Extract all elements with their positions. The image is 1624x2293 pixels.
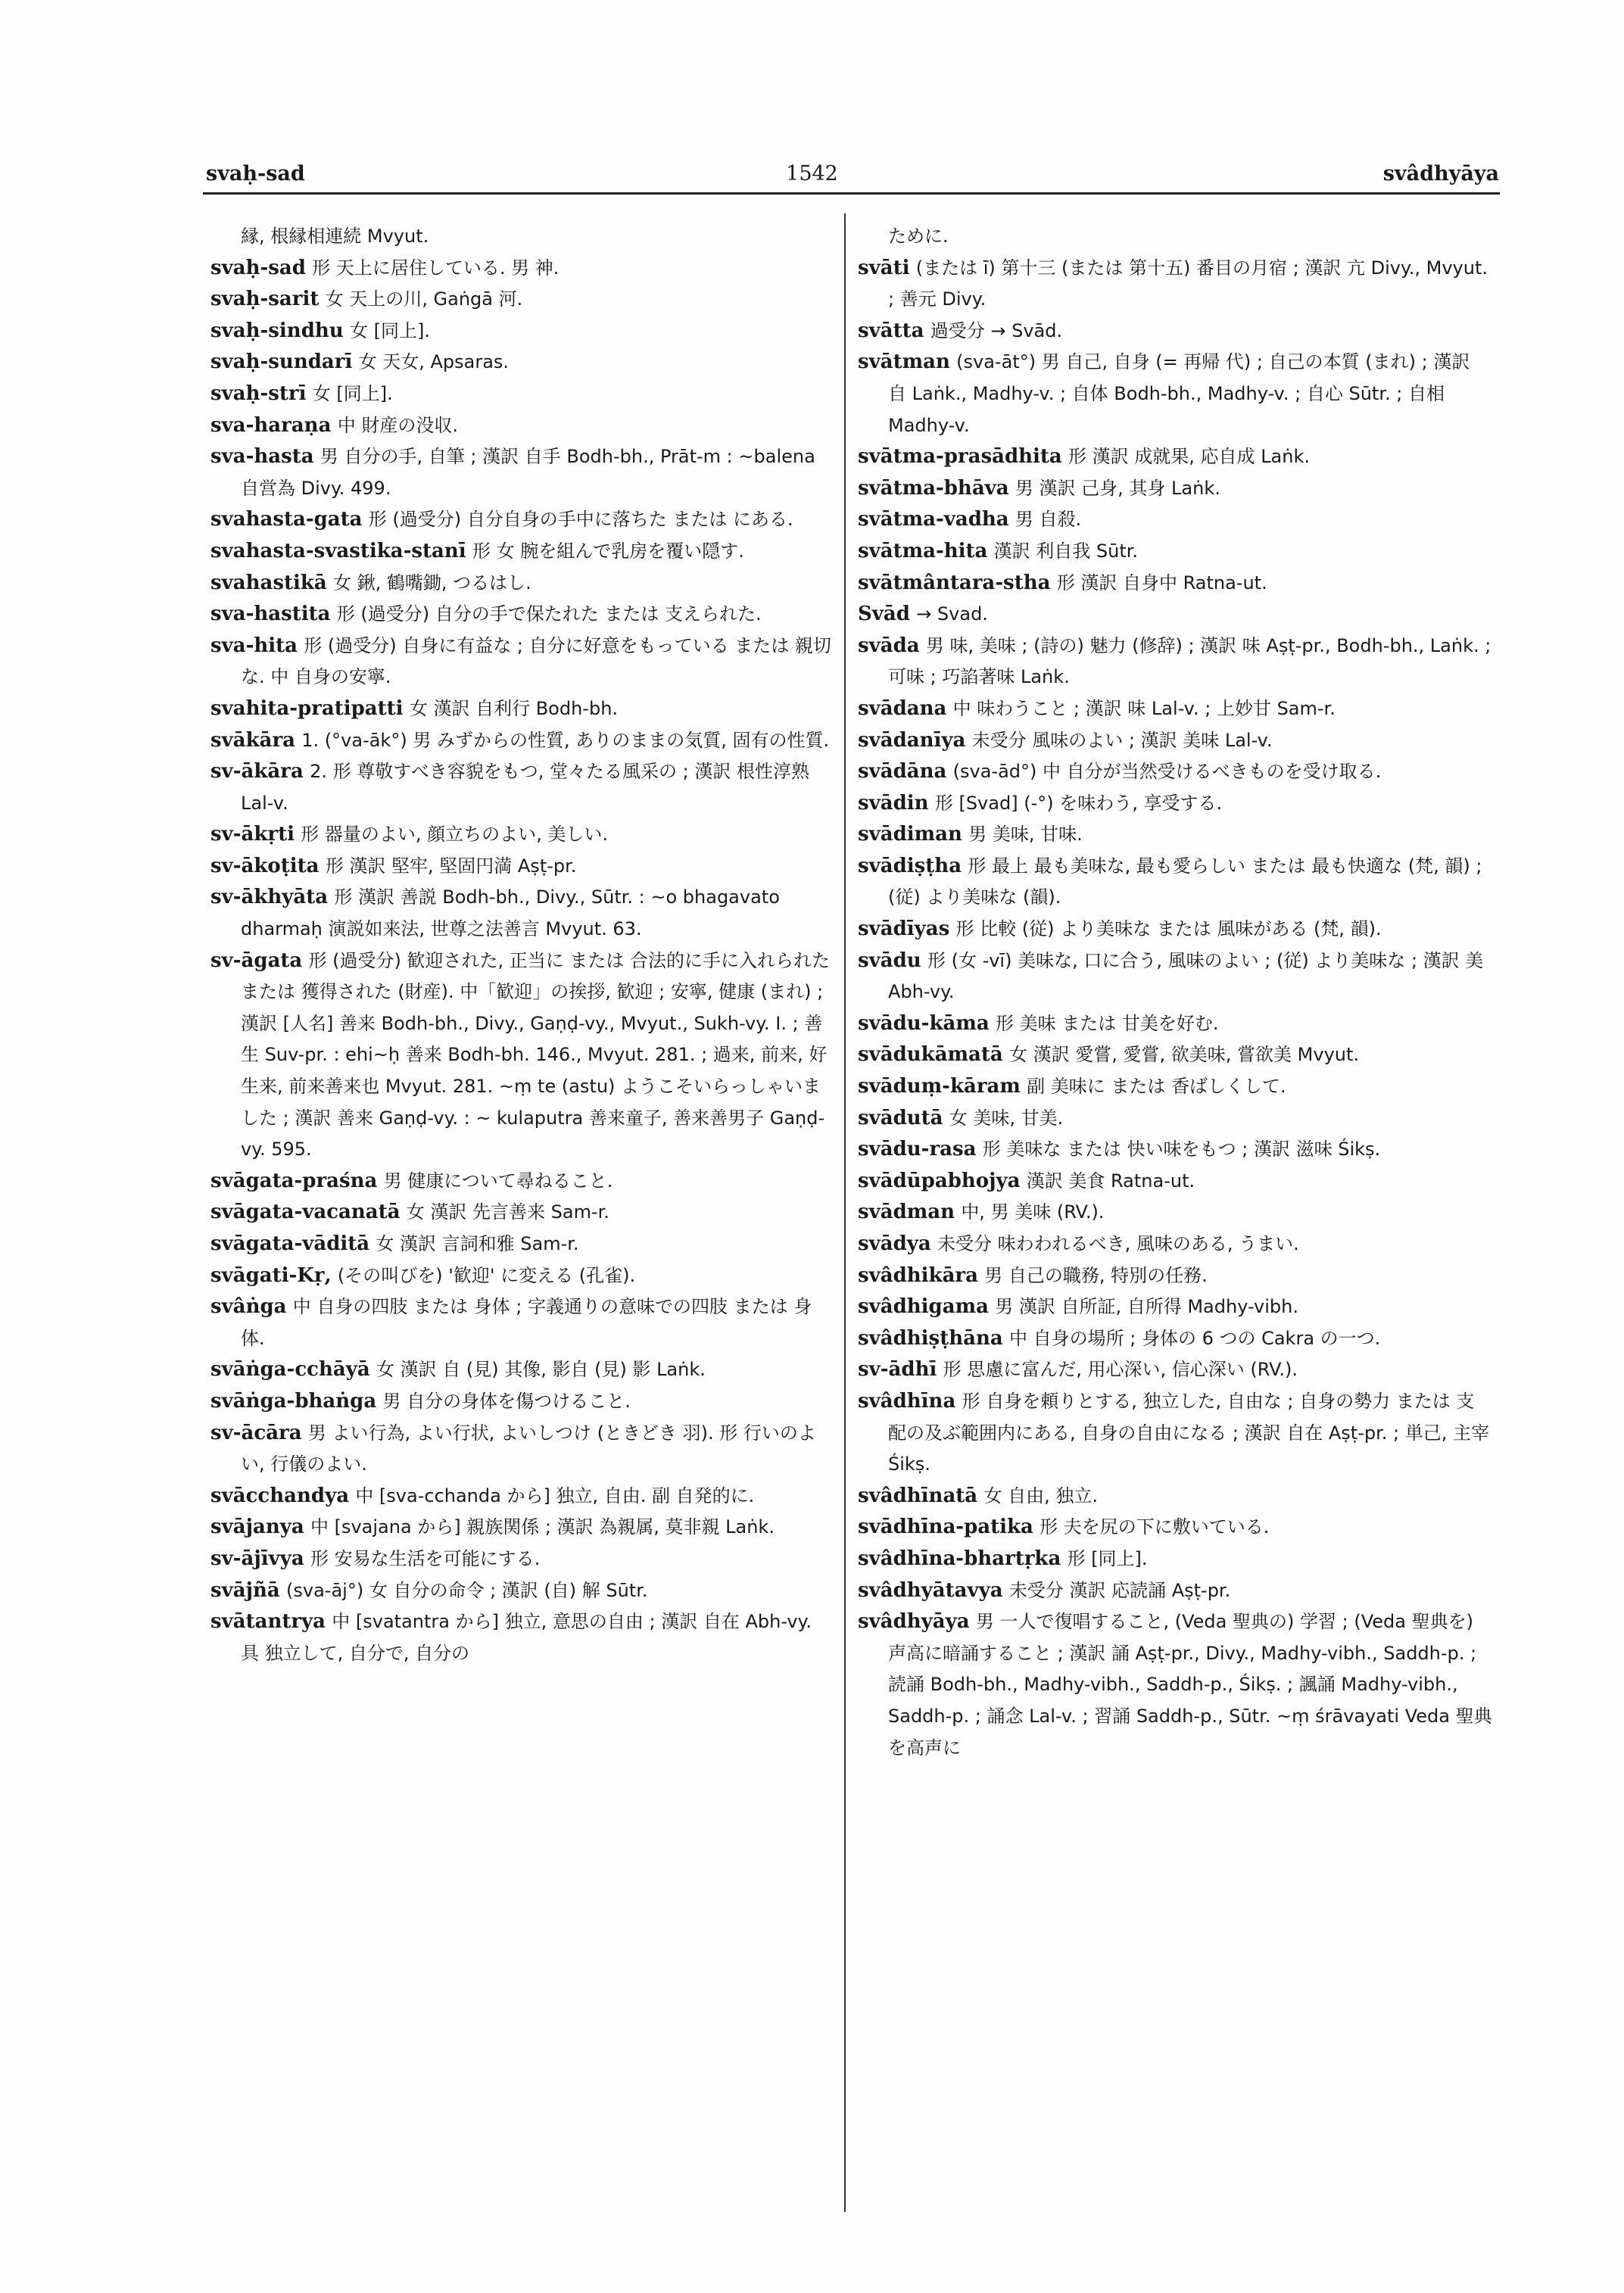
dictionary-entry bbox=[210, 851, 833, 883]
entry-headword: svādanīya bbox=[858, 728, 966, 752]
entry-headword: sv-ākṛti bbox=[210, 823, 295, 846]
entry-headword: svâṅga bbox=[210, 1295, 287, 1319]
entry-headword: svāgata-praśna bbox=[210, 1169, 378, 1192]
entry-definition: 中 財産の没収. bbox=[337, 414, 458, 436]
entry-definition: (sva-āt°) 男 自己, 自身 (= 再帰 代) ; 自己の本質 (まれ) ; 漢訳 自 Laṅk., Madhy-v. ; 自体 Bodh-bh., Madhy-v. ; 自心 Sūtr. ; 自相 Madhy-v. bbox=[888, 351, 1470, 436]
entry-headword: svâdhyātavya bbox=[858, 1578, 1003, 1602]
dictionary-entry bbox=[858, 1008, 1492, 1040]
entry-headword: sv-ākoṭita bbox=[210, 854, 320, 877]
entry-definition: 女 漢訳 言詞和雅 Sam-r. bbox=[376, 1233, 579, 1254]
entry-definition: 中, 男 美味 (RV.). bbox=[961, 1201, 1105, 1223]
dictionary-entry bbox=[210, 1481, 833, 1513]
page-number: 1542 bbox=[786, 162, 838, 185]
entry-definition: 男 自己の職務, 特別の任務. bbox=[984, 1264, 1208, 1286]
entry-definition: 形 (女 -vī) 美味な, 口に合う, 風味のよい ; (従) より美味な ; 漢訳 美 Abh-vy. bbox=[888, 949, 1484, 1003]
entry-headword: svâdhigama bbox=[858, 1295, 989, 1319]
dictionary-entry bbox=[858, 1386, 1492, 1481]
dictionary-entry bbox=[858, 1512, 1492, 1544]
entry-definition: 形 思慮に富んだ, 用心深い, 信心深い (RV.). bbox=[943, 1359, 1298, 1381]
dictionary-entry bbox=[210, 1418, 833, 1481]
dictionary-entry bbox=[858, 725, 1492, 757]
entry-headword: svādūpabhojya bbox=[858, 1169, 1021, 1192]
entry-definition: 形 (過受分) 自分の手で保たれた または 支えられた. bbox=[336, 603, 762, 625]
dictionary-entry bbox=[858, 599, 1492, 631]
entry-headword: sva-hita bbox=[210, 634, 298, 657]
entry-definition: (その叫びを) '歓迎' に変える (孔雀). bbox=[337, 1264, 636, 1286]
entry-definition: 形 女 腕を組んで乳房を覆い隠す. bbox=[472, 540, 744, 562]
dictionary-entry bbox=[210, 441, 833, 504]
entry-definition: 女 鍬, 鶴嘴鋤, つるはし. bbox=[333, 572, 531, 594]
dictionary-entry bbox=[858, 756, 1492, 788]
entry-headword: svāda bbox=[858, 634, 920, 657]
dictionary-entry bbox=[858, 1606, 1492, 1764]
entry-headword: sv-ākāra bbox=[210, 760, 304, 784]
dictionary-entry bbox=[210, 882, 833, 945]
dictionary-entry bbox=[858, 347, 1492, 441]
dictionary-entry bbox=[210, 379, 833, 410]
entry-headword: svâdhīna-bhartṛka bbox=[858, 1547, 1061, 1570]
entry-definition: ために. bbox=[888, 226, 949, 247]
entry-definition: 男 味, 美味 ; (詩の) 魅力 (修辞) ; 漢訳 味 Aṣṭ-pr., Bodh-bh., Laṅk. ; 可味 ; 巧諂著味 Laṅk. bbox=[888, 634, 1492, 688]
entry-definition: 中 [sva-cchanda から] 独立, 自由. 副 自発的に. bbox=[355, 1485, 755, 1506]
entry-definition: 形 美味な または 快い味をもつ ; 漢訳 滋味 Śikṣ. bbox=[982, 1139, 1381, 1161]
dictionary-entry bbox=[858, 504, 1492, 536]
dictionary-entry bbox=[858, 316, 1492, 347]
entry-headword: svājñā bbox=[210, 1578, 280, 1602]
dictionary-entry bbox=[858, 851, 1492, 914]
dictionary-entry bbox=[210, 347, 833, 379]
entry-definition: 男 自分の手, 自筆 ; 漢訳 自手 Bodh-bh., Prāt-m : ~balena 自営為 Divy. 499. bbox=[241, 446, 815, 499]
dictionary-entry bbox=[858, 221, 1492, 253]
entry-headword: svākāra bbox=[210, 728, 295, 752]
entry-headword: svādu-kāma bbox=[858, 1011, 990, 1035]
entry-definition: 形 美味 または 甘美を好む. bbox=[995, 1012, 1219, 1034]
dictionary-entry bbox=[858, 568, 1492, 600]
entry-headword: svādiṣṭha bbox=[858, 854, 962, 877]
dictionary-entry bbox=[210, 725, 833, 757]
dictionary-entry bbox=[210, 1166, 833, 1198]
entry-headword: svaḥ-sundarī bbox=[210, 350, 353, 374]
entry-headword: svādīyas bbox=[858, 918, 950, 941]
entry-headword: svāgata-vacanatā bbox=[210, 1201, 401, 1224]
dictionary-entry bbox=[858, 819, 1492, 851]
dictionary-entry bbox=[210, 1606, 833, 1669]
entry-definition: 男 健康について尋ねること. bbox=[383, 1170, 613, 1192]
dictionary-entry bbox=[858, 1103, 1492, 1135]
left-column bbox=[210, 221, 833, 1669]
entry-definition: 男 自分の身体を傷つけること. bbox=[382, 1390, 631, 1412]
dictionary-entry bbox=[210, 1197, 833, 1229]
entry-headword: sva-hastita bbox=[210, 603, 331, 626]
dictionary-entry bbox=[858, 1544, 1492, 1575]
entry-definition: 中 [svajana から] 親族関係 ; 漢訳 為親属, 莫非親 Laṅk. bbox=[310, 1516, 775, 1538]
dictionary-entry bbox=[858, 788, 1492, 820]
entry-headword: sv-ādhī bbox=[858, 1358, 937, 1382]
dictionary-entry bbox=[210, 946, 833, 1166]
dictionary-entry bbox=[210, 1354, 833, 1386]
entry-definition: 形 (過受分) 自身に有益な ; 自分に好意をもっている または 親切な. 中 自身の安寧. bbox=[241, 634, 831, 688]
dictionary-entry bbox=[858, 441, 1492, 473]
entry-headword: svahasta-svastika-stanī bbox=[210, 539, 466, 562]
dictionary-entry bbox=[210, 1575, 833, 1607]
dictionary-entry bbox=[858, 473, 1492, 505]
entry-definition: 形 [同上]. bbox=[1067, 1547, 1148, 1569]
dictionary-entry bbox=[210, 819, 833, 851]
entry-definition: 女 漢訳 愛嘗, 愛嘗, 欲美味, 嘗欲美 Mvyut. bbox=[1009, 1044, 1360, 1066]
dictionary-entry bbox=[210, 631, 833, 693]
entry-definition: 女 [同上]. bbox=[312, 382, 393, 404]
dictionary-entry bbox=[858, 1260, 1492, 1292]
entry-headword: svahasta-gata bbox=[210, 508, 363, 531]
entry-headword: svādāna bbox=[858, 760, 947, 784]
entry-headword: svaḥ-sad bbox=[210, 256, 306, 279]
entry-headword: Svād bbox=[858, 603, 910, 626]
dictionary-entry bbox=[210, 756, 833, 819]
entry-definition: 女 漢訳 自利行 Bodh-bh. bbox=[409, 697, 619, 719]
entry-headword: svaḥ-strī bbox=[210, 382, 307, 405]
column-divider bbox=[844, 213, 846, 2212]
entry-headword: svātman bbox=[858, 350, 950, 374]
dictionary-entry bbox=[210, 1260, 833, 1292]
entry-headword: svâdhīnatā bbox=[858, 1484, 978, 1507]
entry-headword: svāti bbox=[858, 256, 910, 279]
entry-headword: svāgati-Kṛ, bbox=[210, 1263, 332, 1287]
entry-headword: svādukāmatā bbox=[858, 1043, 1003, 1067]
dictionary-entry bbox=[210, 1512, 833, 1544]
entry-definition: 男 自殺. bbox=[1015, 509, 1082, 531]
entry-headword: svādhīna-patika bbox=[858, 1516, 1033, 1539]
entry-definition: 形 自身を頼りとする, 独立した, 自由な ; 自身の勢力 または 支配の及ぶ範囲内にある, 自身の自由になる ; 漢訳 自在 Aṣṭ-pr. ; 単己, 主宰 Śikṣ. bbox=[888, 1390, 1489, 1475]
entry-definition: 形 天上に居住している. 男 神. bbox=[312, 257, 560, 279]
entry-definition: (sva-ād°) 中 自分が当然受けるべきものを受け取る. bbox=[952, 761, 1382, 783]
dictionary-entry bbox=[210, 284, 833, 316]
dictionary-entry bbox=[210, 410, 833, 442]
entry-definition: 女 天上の川, Gaṅgā 河. bbox=[325, 288, 523, 310]
entry-headword: svâdhyāya bbox=[858, 1610, 970, 1634]
entry-headword: svātta bbox=[858, 319, 924, 342]
entry-definition: 副 美味に または 香ばしくして. bbox=[1027, 1076, 1286, 1098]
dictionary-entry bbox=[858, 253, 1492, 316]
entry-definition: 中 自身の四肢 または 身体 ; 字義通りの意味での四肢 または 身体. bbox=[241, 1296, 812, 1349]
entry-definition: 形 安易な生活を可能にする. bbox=[310, 1547, 541, 1569]
dictionary-entry bbox=[210, 504, 833, 536]
entry-headword: svātma-vadha bbox=[858, 508, 1009, 531]
entry-definition: 形 漢訳 堅牢, 堅固円満 Aṣṭ-pr. bbox=[325, 855, 577, 877]
dictionary-entry bbox=[210, 568, 833, 600]
dictionary-entry bbox=[210, 599, 833, 631]
dictionary-entry bbox=[210, 1544, 833, 1575]
entry-headword: svādya bbox=[858, 1232, 931, 1255]
entry-headword: svādu-rasa bbox=[858, 1138, 977, 1161]
dictionary-entry bbox=[858, 946, 1492, 1008]
entry-headword: svādana bbox=[858, 696, 947, 720]
dictionary-entry bbox=[858, 1166, 1492, 1198]
entry-headword: sv-āgata bbox=[210, 949, 303, 972]
entry-definition: 女 [同上]. bbox=[349, 319, 430, 341]
entry-definition: 2. 形 尊敬すべき容貌をもつ, 堂々たる風采の ; 漢訳 根性淳熟 Lal-v. bbox=[241, 761, 809, 814]
entry-headword: svādman bbox=[858, 1201, 955, 1224]
dictionary-entry bbox=[210, 1229, 833, 1260]
entry-definition: (または ī) 第十三 (または 第十五) 番目の月宿 ; 漢訳 亢 Divy., Mvyut. ; 善元 Divy. bbox=[888, 257, 1488, 310]
entry-headword: svāṅga-cchāyā bbox=[210, 1358, 370, 1382]
entry-definition: 未受分 漢訳 応読誦 Aṣṭ-pr. bbox=[1008, 1579, 1231, 1601]
entry-definition: 男 よい行為, よい行状, よいしつけ (ときどき 羽). 形 行いのよい, 行儀のよい. bbox=[241, 1422, 816, 1475]
dictionary-entry bbox=[858, 693, 1492, 725]
dictionary-entry bbox=[858, 1039, 1492, 1071]
entry-headword: svahita-pratipatti bbox=[210, 696, 404, 720]
entry-definition: 形 夫を尻の下に敷いている. bbox=[1040, 1516, 1270, 1538]
dictionary-entry bbox=[858, 536, 1492, 568]
entry-headword: svādiman bbox=[858, 823, 962, 846]
entry-headword: svātma-hita bbox=[858, 539, 988, 562]
entry-definition: 漢訳 利自我 Sūtr. bbox=[993, 540, 1139, 562]
entry-definition: 形 器量のよい, 顔立ちのよい, 美しい. bbox=[301, 824, 609, 846]
entry-definition: 中 自身の場所 ; 身体の 6 つの Cakra の一つ. bbox=[1008, 1327, 1381, 1349]
dictionary-entry bbox=[210, 1386, 833, 1418]
running-head-left: svaḥ-sad bbox=[206, 162, 305, 185]
entry-definition: (sva-āj°) 女 自分の命令 ; 漢訳 (自) 解 Sūtr. bbox=[286, 1579, 648, 1601]
entry-definition: 形 (過受分) 自分自身の手中に落ちた または にある. bbox=[368, 509, 793, 531]
entry-headword: svāgata-vāditā bbox=[210, 1232, 370, 1255]
entry-definition: 中 [svatantra から] 独立, 意思の自由 ; 漢訳 自在 Abh-vy. 具 独立して, 自分で, 自分の bbox=[241, 1611, 812, 1664]
entry-headword: svātmântara-stha bbox=[858, 571, 1051, 594]
entry-definition: 形 漢訳 成就果, 応自成 Laṅk. bbox=[1068, 446, 1311, 468]
entry-headword: svāṅga-bhaṅga bbox=[210, 1389, 377, 1413]
entry-definition: 縁, 根縁相連続 Mvyut. bbox=[241, 226, 429, 247]
dictionary-entry bbox=[858, 1323, 1492, 1355]
entry-definition: 男 一人で復唱すること, (Veda 聖典の) 学習 ; (Veda 聖典を) 声高に暗誦すること ; 漢訳 誦 Aṣṭ-pr., Divy., Madhy-vibh., Saddh-p. ; 読誦 Bodh-bh., Madhy-vibh., Saddh-p., Śikṣ. ; 諷誦 Madhy-vibh., Saddh-p. ; 誦念 Lal-v. ; 習誦 Saddh-p., Sūtr. ~ṃ śrāvayati Veda 聖典を高声に bbox=[888, 1611, 1492, 1759]
entry-headword: svādu bbox=[858, 949, 921, 972]
dictionary-entry bbox=[858, 914, 1492, 946]
right-column bbox=[858, 221, 1492, 1764]
entry-definition: 女 漢訳 先言善来 Sam-r. bbox=[406, 1201, 609, 1223]
entry-headword: sv-ācāra bbox=[210, 1421, 302, 1444]
entry-headword: svâdhiṣṭhāna bbox=[858, 1326, 1003, 1350]
entry-definition: 女 漢訳 自 (見) 其像, 影自 (見) 影 Laṅk. bbox=[376, 1359, 706, 1381]
entry-headword: svahastikā bbox=[210, 571, 327, 594]
entry-headword: svādutā bbox=[858, 1106, 943, 1129]
entry-definition: 男 漢訳 自所証, 自所得 Madhy-vibh. bbox=[995, 1296, 1298, 1318]
entry-definition: 形 (過受分) 歓迎された, 正当に または 合法的に手に入れられた または 獲得された (財産). 中「歓迎」の挨拶, 歓迎 ; 安寧, 健康 (まれ) ; 漢訳 [人名] 善来 Bodh-bh., Divy., Gaṇḍ-vy., Mvyut., Sukh-vy. I. ; 善生 Suv-pr. : ehi~ḥ 善来 Bodh-bh. 146., Mvyut. 281. ; 過来, 前来, 好生来, 前来善来也 Mvyut. 281. ~ṃ te (astu) ようこそいらっしゃいました ; 漢訳 善来 Gaṇḍ-vy. : ~ kulaputra 善来童子, 善来善男子 Gaṇḍ-vy. 595. bbox=[241, 949, 831, 1161]
dictionary-entry bbox=[858, 1134, 1492, 1166]
dictionary-entry bbox=[858, 1354, 1492, 1386]
entry-definition: 過受分 → Svād. bbox=[930, 319, 1063, 341]
entry-definition: 中 味わうこと ; 漢訳 味 Lal-v. ; 上妙甘 Sam-r. bbox=[952, 697, 1336, 719]
entry-definition: 未受分 味わわれるべき, 風味のある, うまい. bbox=[937, 1233, 1299, 1254]
entry-headword: sva-haraṇa bbox=[210, 413, 332, 437]
dictionary-entry bbox=[210, 221, 833, 253]
entry-headword: svâdhikāra bbox=[858, 1263, 978, 1287]
entry-headword: svājanya bbox=[210, 1516, 304, 1539]
entry-definition: 女 美味, 甘美. bbox=[949, 1107, 1064, 1129]
entry-headword: sv-ājīvya bbox=[210, 1547, 304, 1570]
entry-headword: svātma-prasādhita bbox=[858, 445, 1062, 469]
dictionary-entry bbox=[210, 1291, 833, 1354]
dictionary-entry bbox=[858, 1291, 1492, 1323]
entry-definition: → Svad. bbox=[916, 603, 988, 625]
dictionary-entry bbox=[210, 253, 833, 285]
entry-definition: 漢訳 美食 Ratna-ut. bbox=[1026, 1170, 1195, 1192]
entry-definition: 形 漢訳 善説 Bodh-bh., Divy., Sūtr. : ~o bhagavato dharmaḥ 演説如来法, 世尊之法善言 Mvyut. 63. bbox=[241, 886, 780, 940]
dictionary-entry bbox=[210, 536, 833, 568]
dictionary-entry bbox=[210, 316, 833, 347]
dictionary-entry bbox=[858, 1197, 1492, 1229]
entry-definition: 形 最上 最も美味な, 最も愛らしい または 最も快適な (梵, 韻) ; (従) より美味な (韻). bbox=[888, 855, 1482, 908]
entry-headword: svaḥ-sarit bbox=[210, 288, 320, 311]
dictionary-entry bbox=[858, 1481, 1492, 1513]
entry-headword: sva-hasta bbox=[210, 445, 314, 469]
running-head-right: svâdhyāya bbox=[1382, 162, 1499, 185]
dictionary-entry bbox=[858, 1229, 1492, 1260]
dictionary-entry bbox=[858, 1575, 1492, 1607]
entry-headword: svādin bbox=[858, 791, 929, 815]
dictionary-entry bbox=[210, 693, 833, 725]
dictionary-entry bbox=[858, 1071, 1492, 1103]
entry-definition: 未受分 風味のよい ; 漢訳 美味 Lal-v. bbox=[971, 729, 1273, 751]
entry-definition: 女 天女, Apsaras. bbox=[358, 351, 510, 373]
entry-definition: 形 [Svad] (-°) を味わう, 享受する. bbox=[934, 792, 1223, 814]
entry-definition: 男 漢訳 己身, 其身 Laṅk. bbox=[1015, 477, 1220, 499]
entry-definition: 1. (°va-āk°) 男 みずからの性質, ありのままの気質, 固有の性質. bbox=[301, 729, 830, 751]
entry-definition: 女 自由, 独立. bbox=[983, 1485, 1098, 1506]
entry-headword: svātantrya bbox=[210, 1610, 326, 1634]
header-rule bbox=[203, 192, 1500, 195]
entry-definition: 形 漢訳 自身中 Ratna-ut. bbox=[1056, 572, 1267, 594]
entry-headword: svācchandya bbox=[210, 1484, 350, 1507]
entry-headword: svāduṃ-kāram bbox=[858, 1075, 1021, 1098]
entry-headword: svaḥ-sindhu bbox=[210, 319, 344, 342]
entry-headword: svātma-bhāva bbox=[858, 476, 1009, 500]
entry-definition: 男 美味, 甘味. bbox=[968, 824, 1083, 846]
entry-definition: 形 比較 (従) より美味な または 風味がある (梵, 韻). bbox=[955, 918, 1382, 940]
dictionary-entry bbox=[858, 631, 1492, 693]
entry-headword: sv-ākhyāta bbox=[210, 886, 329, 909]
entry-headword: svâdhīna bbox=[858, 1389, 956, 1413]
